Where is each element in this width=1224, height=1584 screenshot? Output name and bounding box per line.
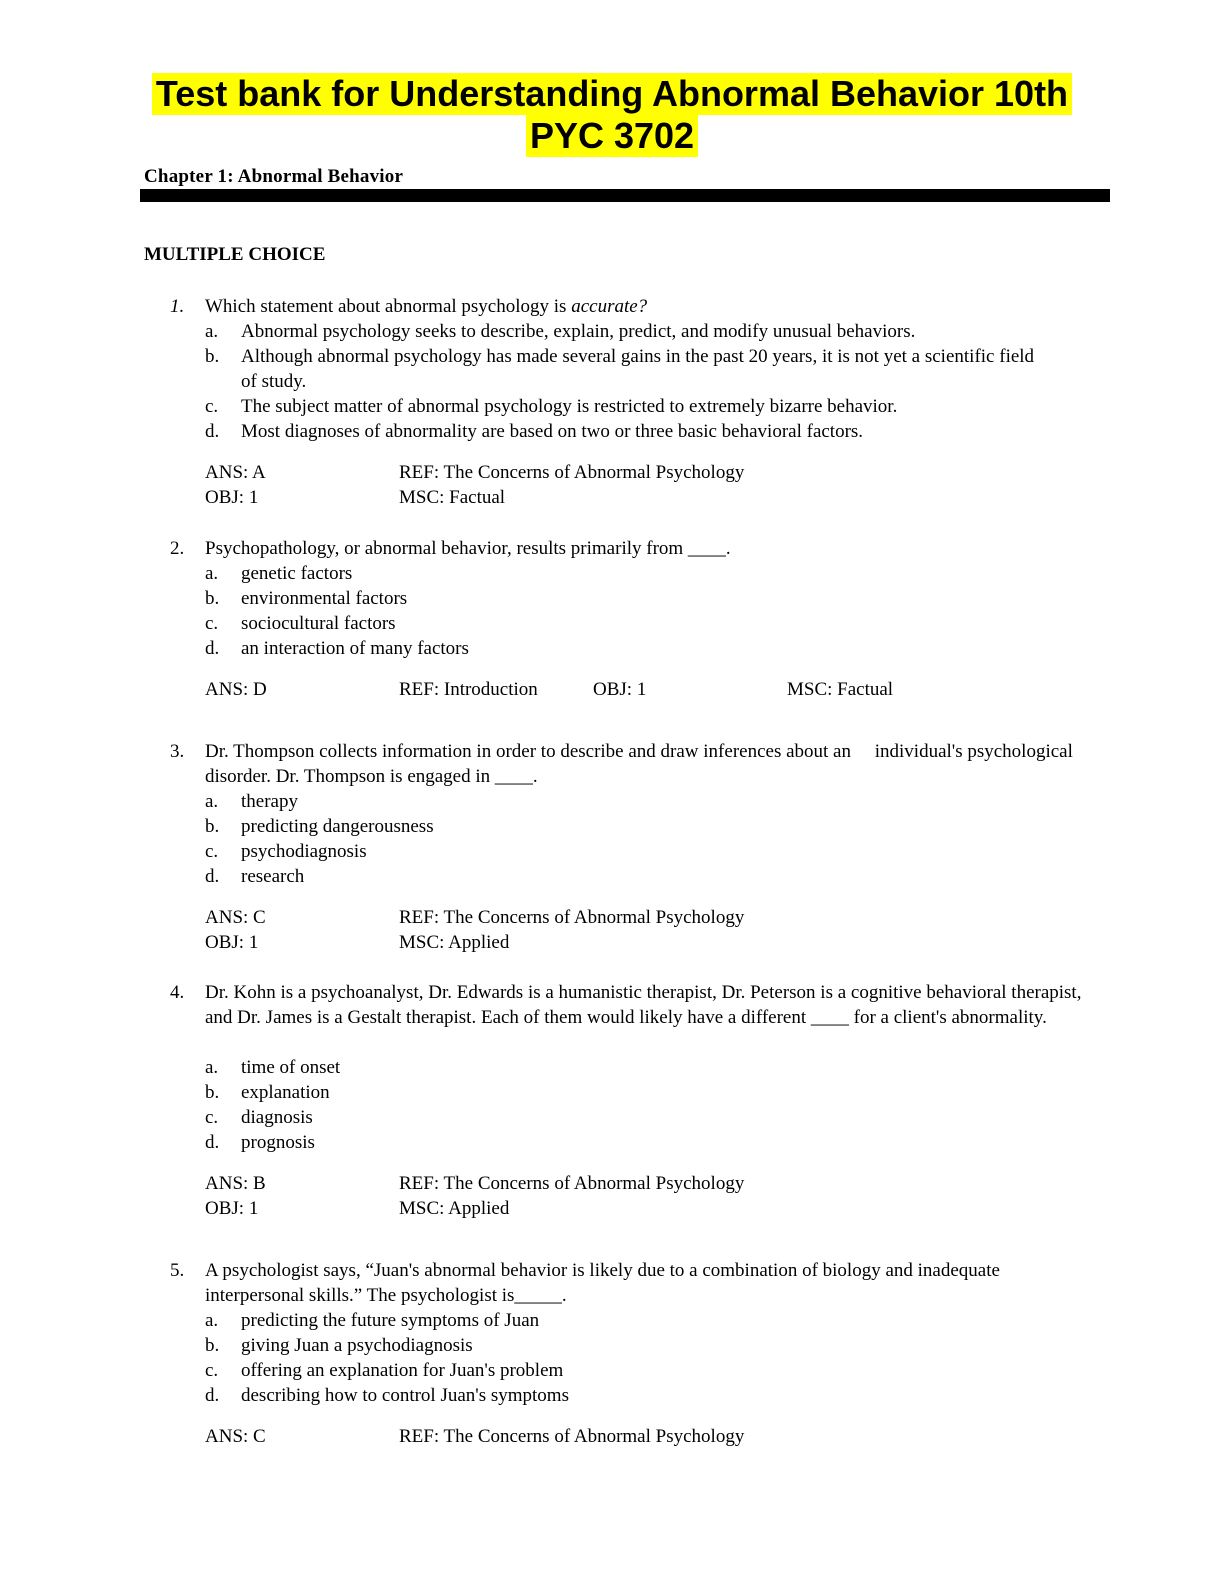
option-d: d. research [205, 866, 305, 887]
answer-key: ANS: C [205, 1426, 266, 1447]
question-stem: Psychopathology, or abnormal behavior, results primarily from ____. [205, 538, 731, 559]
question-4-answer-meta [205, 1171, 1105, 1221]
option-a: a. predicting the future symptoms of Juan [205, 1310, 540, 1331]
reference: REF: The Concerns of Abnormal Psychology [399, 1426, 745, 1447]
question-4-options [205, 1055, 1085, 1155]
question-2-options [205, 561, 1085, 661]
option-c: c. offering an explanation for Juan's problem [205, 1360, 564, 1381]
reference: REF: The Concerns of Abnormal Psychology [399, 1173, 745, 1194]
option-d: d. an interaction of many factors [205, 638, 469, 659]
option-b: b. Although abnormal psychology has made several gains in the past 20 years, it is not yet a scientific field of study. [205, 346, 1035, 392]
option-b: b. giving Juan a psychodiagnosis [205, 1335, 473, 1356]
option-a: a. genetic factors [205, 563, 353, 584]
question-1-options [205, 319, 1085, 444]
option-d: d. Most diagnoses of abnormality are based on two or three basic behavioral factors. [205, 421, 864, 442]
question-number: 1. [170, 296, 185, 317]
reference: REF: Introduction [399, 679, 538, 700]
option-a: a. time of onset [205, 1057, 341, 1078]
objective: OBJ: 1 [205, 1198, 259, 1219]
question-1-answer-meta [205, 460, 1105, 510]
option-a: a. therapy [205, 791, 298, 812]
section-heading: MULTIPLE CHOICE [144, 244, 326, 265]
question-3-answer-meta [205, 905, 1105, 955]
question-stem: Dr. Thompson collects information in order to describe and draw inferences about an individual's psychological disorder. Dr. Thompson is engaged in ____. [205, 741, 1078, 787]
objective: OBJ: 1 [593, 679, 647, 700]
objective: OBJ: 1 [205, 487, 259, 508]
question-number: 4. [170, 982, 185, 1003]
answer-key: ANS: A [205, 462, 266, 483]
option-c: c. The subject matter of abnormal psychology is restricted to extremely bizarre behavior. [205, 396, 898, 417]
option-c: c. diagnosis [205, 1107, 313, 1128]
answer-key: ANS: B [205, 1173, 266, 1194]
question-5-answer-meta [205, 1424, 1105, 1449]
misc: MSC: Applied [399, 932, 510, 953]
objective: OBJ: 1 [205, 932, 259, 953]
chapter-heading: Chapter 1: Abnormal Behavior [144, 166, 404, 187]
title-line-1: Test bank for Understanding Abnormal Behavior 10th [152, 73, 1072, 115]
question-number: 3. [170, 741, 185, 762]
option-c: c. sociocultural factors [205, 613, 396, 634]
chapter-divider [140, 189, 1110, 202]
option-b: b. predicting dangerousness [205, 816, 434, 837]
option-a: a. Abnormal psychology seeks to describe, explain, predict, and modify unusual behaviors. [205, 321, 916, 342]
question-number: 5. [170, 1260, 185, 1281]
option-d: d. describing how to control Juan's symptoms [205, 1385, 569, 1406]
title-line-2: PYC 3702 [526, 115, 698, 157]
reference: REF: The Concerns of Abnormal Psychology [399, 907, 745, 928]
option-b: b. explanation [205, 1082, 330, 1103]
question-2-answer-meta [205, 677, 1105, 702]
misc: MSC: Factual [787, 679, 894, 700]
reference: REF: The Concerns of Abnormal Psychology [399, 462, 745, 483]
answer-key: ANS: C [205, 907, 266, 928]
misc: MSC: Applied [399, 1198, 510, 1219]
question-3-options [205, 789, 1085, 889]
option-d: d. prognosis [205, 1132, 315, 1153]
document-title [0, 73, 1224, 157]
option-c: c. psychodiagnosis [205, 841, 367, 862]
question-5-options [205, 1308, 1085, 1408]
question-stem: Dr. Kohn is a psychoanalyst, Dr. Edwards is a humanistic therapist, Dr. Peterson is a cognitive behavioral therapist, and Dr. James is a Gestalt therapist. Each of them would likely have a different ____ for a client's abnormality. [205, 982, 1082, 1028]
option-b: b. environmental factors [205, 588, 408, 609]
question-stem: A psychologist says, “Juan's abnormal behavior is likely due to a combination of biology and inadequate interpersonal skills.” The psychologist is_____. [205, 1260, 1000, 1306]
answer-key: ANS: D [205, 679, 267, 700]
misc: MSC: Factual [399, 487, 506, 508]
question-number: 2. [170, 538, 185, 559]
question-stem: Which statement about abnormal psychology is accurate? [205, 296, 648, 317]
